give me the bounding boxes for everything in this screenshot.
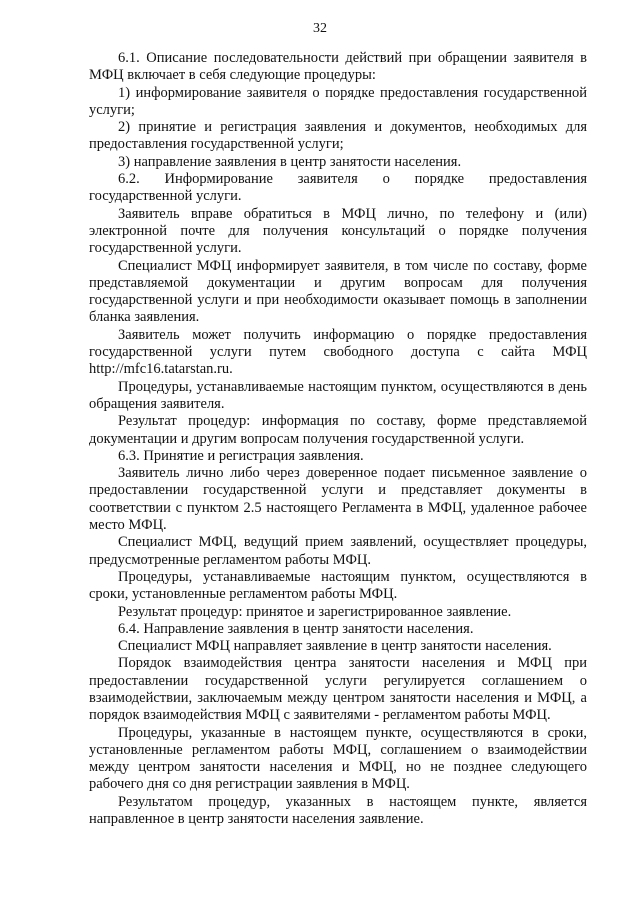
paragraph: Порядок взаимодействия центра занятости населения и МФЦ при предоставлении государственной услуги регулируется соглашением о взаимодействии, заключаемым между центром занятости населения и МФЦ, а порядок взаимодействия МФЦ с заявителями - регламентом работы МФЦ. [89,655,587,724]
paragraph: Процедуры, устанавливаемые настоящим пунктом, осуществляются в день обращения заявителя. [89,378,587,412]
paragraph: Результат процедур: информация по составу, форме представляемой документации и другим вопросам получения государственной услуги. [89,413,587,447]
paragraph: Результатом процедур, указанных в настоящем пункте, является направленное в центр занятости населения заявление. [89,793,587,828]
paragraph: Процедуры, указанные в настоящем пункте, осуществляются в сроки, установленные регламентом работы МФЦ, соглашением о взаимодействии между центром занятости населения и МФЦ, но не позднее следующего рабочего дня со дня регистрации заявления в МФЦ. [89,724,587,793]
paragraph-6-4: 6.4. Направление заявления в центр занятости населения. [118,620,474,637]
paragraph: Заявитель лично либо через доверенное подает письменное заявление о предоставлении государственной услуги и представляет документы в соответствии с пунктом 2.5 настоящего Регламента в МФЦ, удаленное рабочее место МФЦ. [89,465,587,534]
page-number: 32 [313,21,327,36]
paragraph: Специалист МФЦ, ведущий прием заявлений, осуществляет процедуры, предусмотренные регламентом работы МФЦ. [89,534,587,568]
paragraph-item-1: 1) информирование заявителя о порядке предоставления государственной услуги; [89,84,587,118]
document-body [89,50,587,828]
paragraph-6-1: 6.1. Описание последовательности действий при обращении заявителя в МФЦ включает в себя следующие процедуры: [89,50,587,84]
paragraph: Заявитель может получить информацию о порядке предоставления государственной услуги путем свободного доступа с сайта МФЦ http://mfc16.tatarstan.ru. [89,326,587,378]
paragraph-6-2: 6.2. Информирование заявителя о порядке предоставления государственной услуги. [89,171,587,205]
paragraph-item-2: 2) принятие и регистрация заявления и документов, необходимых для предоставления государственной услуги; [89,119,587,153]
paragraph: Специалист МФЦ направляет заявление в центр занятости населения. [118,638,552,655]
paragraph: Заявитель вправе обратиться в МФЦ лично, по телефону и (или) электронной почте для получения консультаций о порядке получения государственной услуги. [89,205,587,257]
paragraph: Результат процедур: принятое и зарегистрированное заявление. [118,603,512,620]
paragraph-item-3: 3) направление заявления в центр занятости населения. [118,153,462,170]
paragraph: Процедуры, устанавливаемые настоящим пунктом, осуществляются в сроки, установленные регламентом работы МФЦ. [89,568,587,603]
paragraph-6-3: 6.3. Принятие и регистрация заявления. [118,447,364,464]
paragraph: Специалист МФЦ информирует заявителя, в том числе по составу, форме представляемой документации и другим вопросам для получения государственной услуги и при необходимости оказывает помощь в заполнении бланка заявления. [89,257,587,326]
